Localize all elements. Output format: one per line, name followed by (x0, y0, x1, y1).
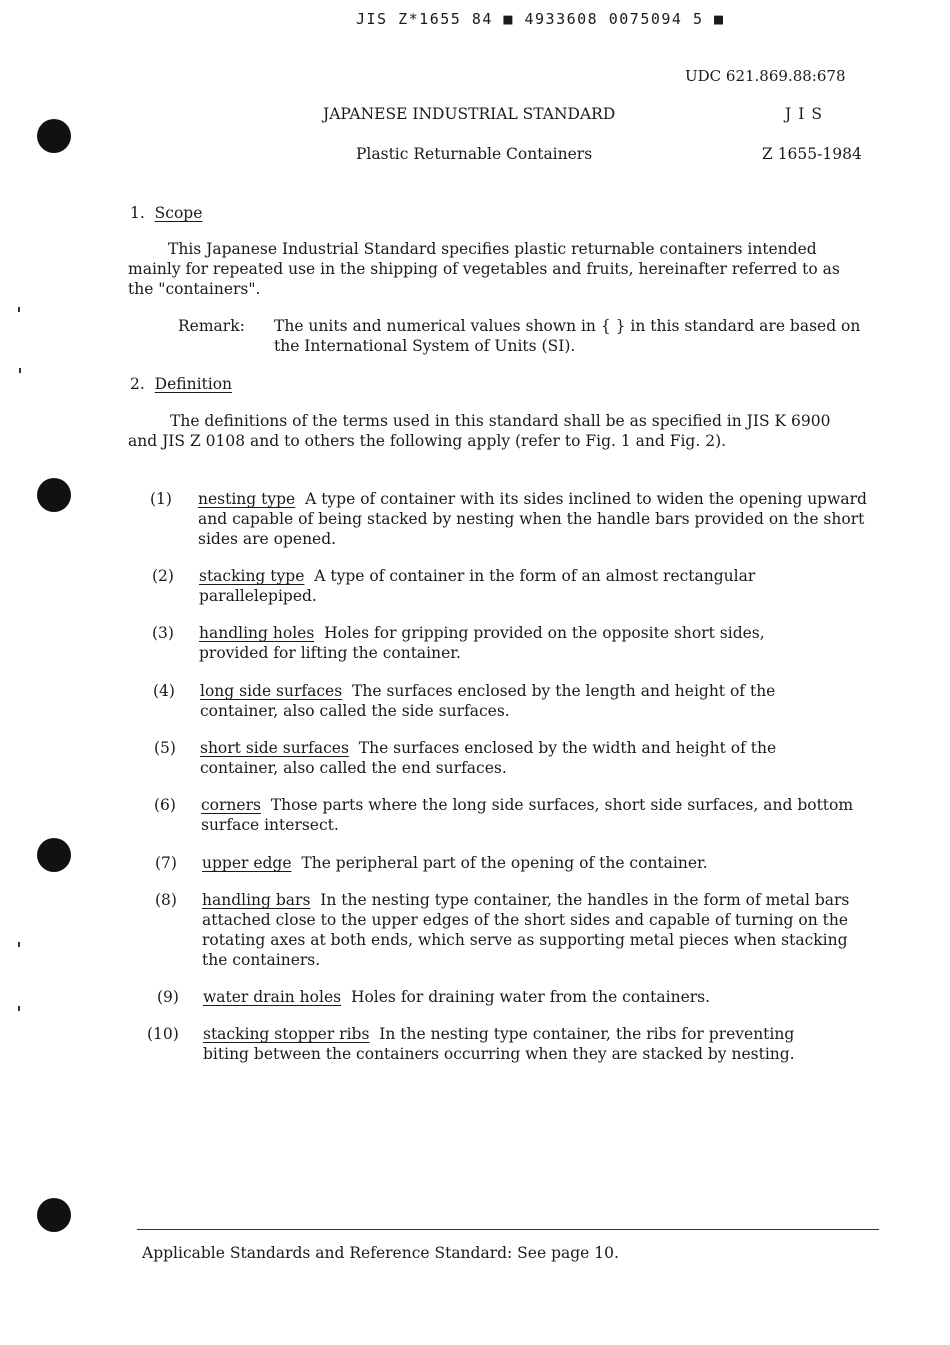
footer-divider (137, 1229, 879, 1230)
remark-text: The units and numerical values shown in { } in this standard are based on the International System of Units (SI). (274, 317, 861, 355)
item-text: The surfaces enclosed by the width and height of the container, also called the end surfaces. (200, 739, 777, 777)
item-term: upper edge (202, 854, 292, 872)
item-number: (5) (154, 739, 176, 757)
punch-hole (37, 119, 71, 153)
scan-mark (19, 368, 21, 373)
scan-mark (18, 1006, 20, 1011)
item-text: In the nesting type container, the handles in the form of metal bars attached close to the upper edges of the short sides and capable of turning on the rotating axes at both ends, which serve as supporting metal pieces when stacking the containers. (202, 891, 850, 969)
item-term: corners (201, 796, 261, 814)
document-subject: Plastic Returnable Containers (356, 145, 593, 163)
item-term: stacking type (199, 567, 305, 585)
item-text: The surfaces enclosed by the length and height of the container, also called the side surfaces. (200, 682, 776, 720)
definition-paragraph: The definitions of the terms used in this standard shall be as specified in JIS K 6900 and JIS Z 0108 and to others the following apply (refer to Fig. 1 and Fig. 2). (128, 412, 831, 450)
item-term: stacking stopper ribs (203, 1025, 370, 1043)
item-number: (1) (150, 490, 172, 508)
item-number: (7) (155, 854, 177, 872)
scope-paragraph: This Japanese Industrial Standard specifies plastic returnable containers intended mainly for repeated use in the shipping of vegetables and fruits, hereinafter referred to as the "containers". (128, 240, 840, 298)
scan-mark (18, 942, 20, 947)
item-text: A type of container with its sides inclined to widen the opening upward and capable of being stacked by nesting when the handle bars provided on the short sides are opened. (198, 490, 867, 548)
section-number: 1. (130, 204, 145, 222)
udc-number: UDC 621.869.88:678 (685, 67, 846, 85)
item-text: Holes for draining water from the containers. (350, 988, 711, 1006)
section-title: Scope (154, 204, 203, 222)
standard-title: JAPANESE INDUSTRIAL STANDARD (323, 105, 616, 123)
item-term: handling holes (199, 624, 315, 642)
footer-note: Applicable Standards and Reference Standard: See page 10. (142, 1244, 619, 1262)
item-text: Those parts where the long side surfaces, short side surfaces, and bottom surface intersect. (201, 796, 854, 834)
item-text: The peripheral part of the opening of the container. (301, 854, 708, 872)
item-number: (3) (152, 624, 174, 642)
item-number: (4) (153, 682, 175, 700)
section-title: Definition (154, 375, 233, 393)
item-number: (6) (154, 796, 176, 814)
punch-hole (37, 1198, 71, 1232)
section-definition-heading (130, 375, 232, 393)
item-term: short side surfaces (200, 739, 349, 757)
jis-label: JIS (785, 105, 829, 123)
section-number: 2. (130, 375, 145, 393)
item-text: A type of container in the form of an almost rectangular parallelepiped. (199, 567, 756, 605)
standard-code: Z 1655-1984 (762, 145, 862, 163)
item-number: (8) (155, 891, 177, 909)
item-text: Holes for gripping provided on the opposite short sides, provided for lifting the container. (199, 624, 765, 662)
item-number: (2) (152, 567, 174, 585)
item-term: water drain holes (203, 988, 342, 1006)
item-number: (10) (147, 1025, 179, 1043)
punch-hole (37, 478, 71, 512)
item-term: handling bars (202, 891, 311, 909)
punch-hole (37, 838, 71, 872)
item-term: long side surfaces (200, 682, 343, 700)
item-text: In the nesting type container, the ribs for preventing biting between the containers occurring when they are stacked by nesting. (203, 1025, 795, 1063)
section-scope-heading (130, 204, 202, 222)
remark-label: Remark: (178, 317, 245, 335)
item-number: (9) (157, 988, 179, 1006)
barcode-line: JIS Z*1655 84 ■ 4933608 0075094 5 ■ (356, 10, 725, 28)
item-term: nesting type (198, 490, 296, 508)
scan-mark (18, 307, 20, 312)
